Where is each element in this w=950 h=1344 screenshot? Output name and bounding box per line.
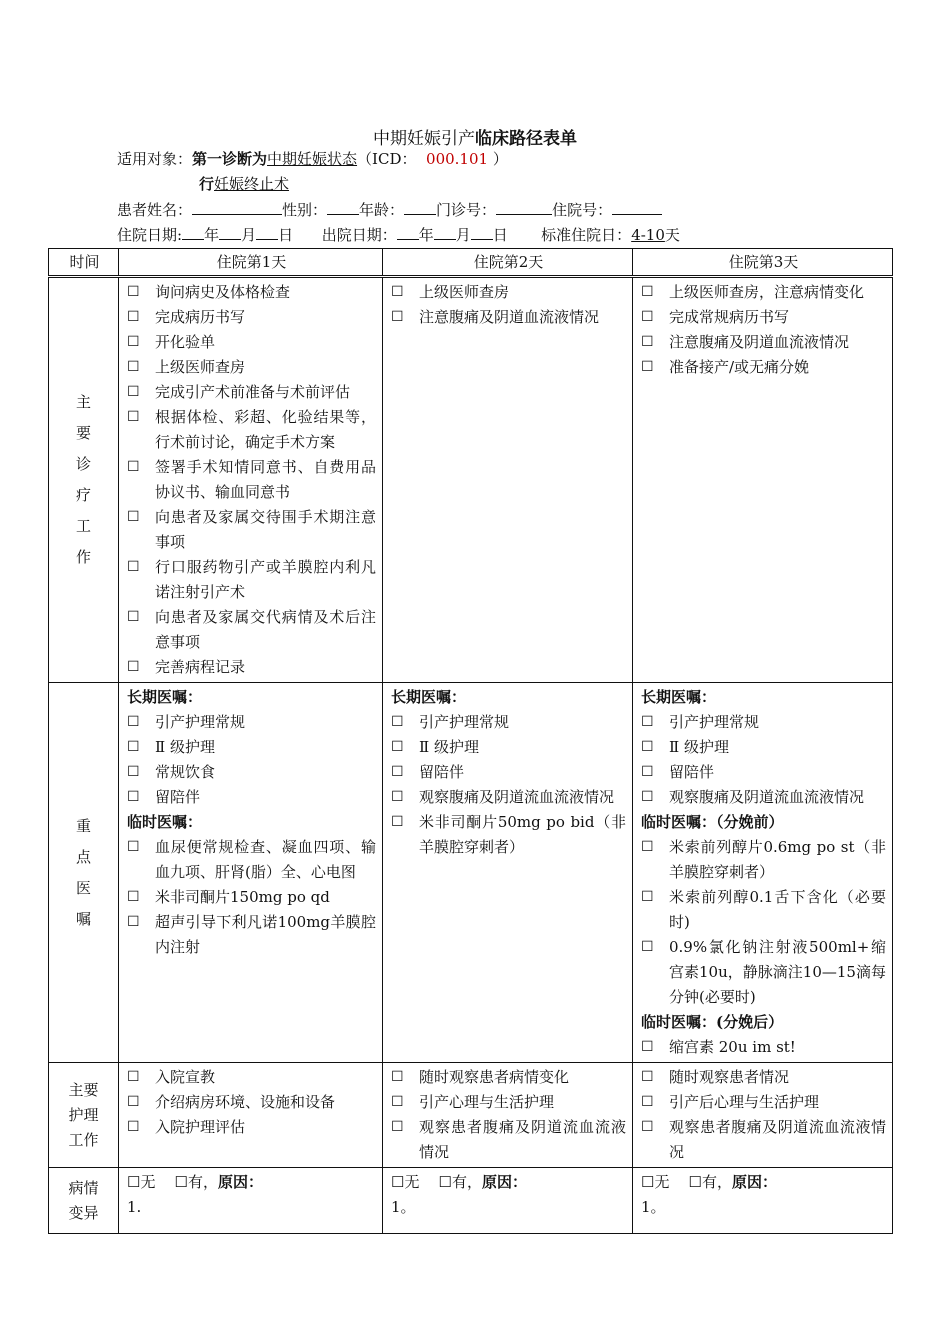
checklist-item-text: 引产心理与生活护理 xyxy=(419,1093,555,1111)
checklist-item-text: 入院护理评估 xyxy=(155,1118,246,1136)
row-label-char: 医 xyxy=(75,878,91,897)
checklist-item-text: 完成常规病历书写 xyxy=(669,308,790,326)
checklist-item xyxy=(641,885,886,935)
checkbox-icon[interactable]: ☐ xyxy=(391,1094,404,1110)
main-work-day2 xyxy=(383,277,633,683)
row-label-char: 主 xyxy=(75,393,91,411)
checklist-item-text: 引产护理常规 xyxy=(155,713,246,731)
checkbox-icon[interactable]: ☐ xyxy=(641,714,654,730)
checkbox-icon[interactable]: ☐ xyxy=(127,309,140,325)
name-field[interactable] xyxy=(192,200,282,215)
checklist-item xyxy=(641,935,886,1010)
checklist-item xyxy=(641,1090,886,1115)
checkbox-icon[interactable]: ☐ xyxy=(127,359,140,375)
checklist-item xyxy=(127,355,376,380)
checkbox-icon[interactable]: ☐ xyxy=(641,1069,654,1085)
checklist-item-text: 引产后心理与生活护理 xyxy=(669,1093,820,1111)
checklist-item-text: 米非司酮片150mg po qd xyxy=(155,888,330,906)
checklist-item xyxy=(391,785,626,810)
checklist-item-text: 上级医师查房，注意病情变化 xyxy=(669,283,865,301)
checklist-item xyxy=(127,555,376,605)
checkbox-icon[interactable]: ☐ xyxy=(391,714,404,730)
long-term-orders-title: 长期医嘱： xyxy=(127,688,203,706)
checklist-item-text: 观察腹痛及阴道流血流液情况 xyxy=(419,788,615,806)
orders-day1 xyxy=(119,683,383,1063)
variation-row xyxy=(49,1168,893,1234)
checkbox-icon[interactable]: ☐ xyxy=(127,889,140,905)
day3-header: 住院第3天 xyxy=(633,249,893,277)
checklist-item xyxy=(391,735,626,760)
checklist-item-text: 米索前列醇片0.6mg po st（非羊膜腔穿刺者） xyxy=(669,838,886,881)
nursing-day3 xyxy=(633,1063,893,1168)
checkbox-icon[interactable]: ☐ xyxy=(641,789,654,805)
checklist-item xyxy=(641,760,886,785)
checklist-item xyxy=(127,455,376,505)
long-term-orders-title: 长期医嘱： xyxy=(391,688,467,706)
checklist-item-text: 随时观察患者情况 xyxy=(669,1068,790,1086)
checklist-item xyxy=(127,710,376,735)
checklist-item xyxy=(127,380,376,405)
checklist-item-text: 签署手术知情同意书、自费用品协议书、输血同意书 xyxy=(155,458,376,501)
checkbox-icon[interactable]: ☐ xyxy=(391,1119,404,1135)
checklist-item-text: 血尿便常规检查、凝血四项、输血九项、肝肾(脂）全、心电图 xyxy=(155,838,376,881)
checklist-item xyxy=(641,1115,886,1165)
checklist-item xyxy=(641,785,886,810)
variation-label xyxy=(49,1168,119,1234)
temp-orders-title: 临时医嘱： xyxy=(127,813,203,831)
checkbox-icon[interactable]: ☐ xyxy=(127,334,140,350)
checkbox-icon[interactable]: ☐ xyxy=(391,814,404,830)
checklist-item xyxy=(641,280,886,305)
temp-orders-after-title: 临时医嘱：(分娩后） xyxy=(641,1013,784,1031)
checklist-item xyxy=(391,760,626,785)
checklist-item-text: 0.9%氯化钠注射液500ml+缩宫素10u，静脉滴注10—15滴每分钟(必要时) xyxy=(669,938,886,1006)
checkbox-icon[interactable]: ☐ xyxy=(127,459,140,475)
checkbox-icon[interactable]: ☐ xyxy=(391,309,404,325)
checklist-item xyxy=(127,330,376,355)
checklist-item-text: 观察患者腹痛及阴道流血流液情况 xyxy=(669,1118,886,1161)
checkbox-icon[interactable]: ☐ xyxy=(127,914,140,930)
main-work-day3 xyxy=(633,277,893,683)
checklist-item xyxy=(127,655,376,680)
checklist-item-text: 超声引导下利凡诺100mg羊膜腔内注射 xyxy=(155,913,376,956)
checklist-item-text: 行口服药物引产或羊膜腔内利凡诺注射引产术 xyxy=(155,558,376,601)
checklist-item xyxy=(127,785,376,810)
inpatient-number-field[interactable] xyxy=(612,200,662,215)
nursing-label xyxy=(49,1063,119,1168)
checkbox-icon[interactable]: ☐ xyxy=(127,659,140,675)
nursing-day1 xyxy=(119,1063,383,1168)
checklist-item xyxy=(127,910,376,960)
checklist-item xyxy=(641,735,886,760)
checklist-item-text: 引产护理常规 xyxy=(419,713,510,731)
checklist-item-text: 随时观察患者病情变化 xyxy=(419,1068,570,1086)
sex-field[interactable] xyxy=(327,200,359,215)
checkbox-icon[interactable]: ☐ xyxy=(641,889,654,905)
checklist-item-text: 入院宣教 xyxy=(155,1068,216,1086)
checklist-item xyxy=(127,405,376,455)
checkbox-icon[interactable]: ☐ xyxy=(127,714,140,730)
checklist-item xyxy=(127,1090,376,1115)
checklist-item xyxy=(127,280,376,305)
checkbox-icon[interactable]: ☐ xyxy=(391,1069,404,1085)
checklist-item-text: Ⅱ 级护理 xyxy=(669,738,729,756)
checklist-item-text: 完善病程记录 xyxy=(155,658,246,676)
checkbox-icon[interactable]: ☐ xyxy=(641,284,654,300)
checklist-item-text: 开化验单 xyxy=(155,333,216,351)
form-title: 中期妊娠引产临床路径表单 xyxy=(373,129,577,149)
checkbox-icon[interactable]: ☐ xyxy=(641,1173,655,1191)
checklist-item xyxy=(641,330,886,355)
checkbox-icon[interactable]: ☐ xyxy=(688,1173,702,1191)
checklist-item xyxy=(127,605,376,655)
checklist-item xyxy=(391,1065,626,1090)
age-field[interactable] xyxy=(404,200,436,215)
variation-day3: ☐无 ☐有，原因： 1。 xyxy=(633,1168,893,1234)
variation-day2: ☐无 ☐有，原因： 1。 xyxy=(383,1168,633,1234)
clinic-number-field[interactable] xyxy=(496,200,552,215)
temp-orders-before-title: 临时医嘱：（分娩前） xyxy=(641,813,784,831)
checklist-item xyxy=(127,505,376,555)
checkbox-icon[interactable]: ☐ xyxy=(391,284,404,300)
patient-info-line: 患者姓名： 性别： 年龄： 门诊号： 住院号： xyxy=(117,199,662,221)
row-label-char: 重 xyxy=(75,816,91,835)
checklist-item xyxy=(127,735,376,760)
checklist-item xyxy=(127,305,376,330)
checklist-item xyxy=(391,810,626,860)
checkbox-icon[interactable]: ☐ xyxy=(641,839,654,855)
checklist-item xyxy=(641,835,886,885)
checklist-item xyxy=(391,710,626,735)
checkbox-icon[interactable]: ☐ xyxy=(641,739,654,755)
date-line: 住院日期: 年 月 日 出院日期： 年 月 日 标准住院日：4-10天 xyxy=(117,226,680,244)
checklist-item xyxy=(391,1090,626,1115)
checklist-item-text: 根据体检、彩超、化验结果等，行术前讨论，确定手术方案 xyxy=(155,408,376,451)
row-label-char: 嘱 xyxy=(75,909,91,928)
checkbox-icon[interactable]: ☐ xyxy=(391,739,404,755)
checkbox-icon[interactable]: ☐ xyxy=(127,839,140,855)
orders-label xyxy=(49,683,119,1063)
row-label-char: 护理 xyxy=(68,1105,99,1124)
checkbox-icon[interactable]: ☐ xyxy=(127,789,140,805)
checklist-item-text: 向患者及家属交待围手术期注意事项 xyxy=(155,508,376,551)
checklist-item xyxy=(127,885,376,910)
checkbox-icon[interactable]: ☐ xyxy=(391,789,404,805)
checkbox-icon[interactable]: ☐ xyxy=(641,1039,654,1055)
checklist-item-text: 观察患者腹痛及阴道流血流液情况 xyxy=(419,1118,626,1161)
checklist-item-text: 缩宫素 20u im st! xyxy=(669,1038,796,1056)
long-term-orders-title: 长期医嘱： xyxy=(641,688,717,706)
nursing-row xyxy=(49,1063,893,1168)
checklist-item xyxy=(391,1115,626,1165)
day2-header: 住院第2天 xyxy=(383,249,633,277)
icd-code: 000.101 xyxy=(426,150,489,168)
row-label-char: 病情 xyxy=(68,1178,99,1197)
main-work-label xyxy=(49,277,119,683)
checkbox-icon[interactable]: ☐ xyxy=(174,1173,188,1191)
checkbox-icon[interactable]: ☐ xyxy=(127,409,140,425)
checkbox-icon[interactable]: ☐ xyxy=(391,1173,405,1191)
checklist-item xyxy=(127,1115,376,1140)
procedure-line: 行妊娠终止术 xyxy=(199,175,290,193)
checkbox-icon[interactable]: ☐ xyxy=(127,1094,140,1110)
checklist-item-text: 米索前列醇0.1舌下含化（必要时) xyxy=(669,888,886,931)
table-header-row xyxy=(49,249,893,277)
checklist-item-text: 观察腹痛及阴道流血流液情况 xyxy=(669,788,865,806)
row-label-char: 工 xyxy=(75,517,91,535)
row-label-char: 疗 xyxy=(75,486,91,504)
checklist-item-text: 引产护理常规 xyxy=(669,713,760,731)
checkbox-icon[interactable]: ☐ xyxy=(641,764,654,780)
checklist-item xyxy=(127,760,376,785)
checkbox-icon[interactable]: ☐ xyxy=(127,1069,140,1085)
checklist-item-text: 完成引产术前准备与术前评估 xyxy=(155,383,351,401)
checkbox-icon[interactable]: ☐ xyxy=(641,1119,654,1135)
checkbox-icon[interactable]: ☐ xyxy=(391,764,404,780)
row-label-char: 工作 xyxy=(68,1130,99,1149)
checklist-item xyxy=(391,305,626,330)
checkbox-icon[interactable]: ☐ xyxy=(127,739,140,755)
checklist-item xyxy=(641,1065,886,1090)
checklist-item-text: 注意腹痛及阴道血流液情况 xyxy=(419,308,600,326)
row-label-char: 变异 xyxy=(68,1203,99,1222)
orders-row xyxy=(49,683,893,1063)
checklist-item-text: 向患者及家属交代病情及术后注意事项 xyxy=(155,608,376,651)
checklist-item xyxy=(641,710,886,735)
checklist-item-text: 留陪伴 xyxy=(155,788,201,806)
checklist-item-text: 完成病历书写 xyxy=(155,308,246,326)
checkbox-icon[interactable]: ☐ xyxy=(438,1173,452,1191)
main-work-day1 xyxy=(119,277,383,683)
variation-day1: ☐无 ☐有，原因： 1. xyxy=(119,1168,383,1234)
checkbox-icon[interactable]: ☐ xyxy=(127,559,140,575)
row-label-char: 诊 xyxy=(75,455,91,473)
scope-line: 适用对象：第一诊断为中期妊娠状态（ICD： 000.101 ） xyxy=(117,150,508,168)
row-label-char: 作 xyxy=(75,548,91,566)
checklist-item-text: 准备接产/或无痛分娩 xyxy=(669,358,810,376)
checklist-item-text: 上级医师查房 xyxy=(419,283,510,301)
orders-day2 xyxy=(383,683,633,1063)
checkbox-icon[interactable]: ☐ xyxy=(641,359,654,375)
day1-header: 住院第1天 xyxy=(119,249,383,277)
row-label-char: 点 xyxy=(75,847,91,866)
checkbox-icon[interactable]: ☐ xyxy=(127,1119,140,1135)
checklist-item-text: 介绍病房环境、设施和设备 xyxy=(155,1093,336,1111)
row-label-char: 主要 xyxy=(68,1080,99,1099)
checklist-item-text: 注意腹痛及阴道血流液情况 xyxy=(669,333,850,351)
checkbox-icon[interactable]: ☐ xyxy=(641,939,654,955)
col-time-header: 时间 xyxy=(49,249,119,277)
checklist-item-text: 留陪伴 xyxy=(419,763,465,781)
checklist-item-text: 米非司酮片50mg po bid（非羊膜腔穿刺者） xyxy=(419,813,626,856)
checklist-item-text: 询问病史及体格检查 xyxy=(155,283,291,301)
checklist-item-text: 常规饮食 xyxy=(155,763,216,781)
checklist-item xyxy=(127,1065,376,1090)
checklist-item xyxy=(641,305,886,330)
checklist-item xyxy=(641,1035,886,1060)
checkbox-icon[interactable]: ☐ xyxy=(641,309,654,325)
orders-day3 xyxy=(633,683,893,1063)
checklist-item-text: Ⅱ 级护理 xyxy=(419,738,479,756)
checklist-item xyxy=(641,355,886,380)
checklist-item xyxy=(127,835,376,885)
clinical-pathway-table xyxy=(48,248,893,1234)
checkbox-icon[interactable]: ☐ xyxy=(127,1173,141,1191)
checkbox-icon[interactable]: ☐ xyxy=(641,1094,654,1110)
main-work-row xyxy=(49,277,893,683)
checklist-item-text: 上级医师查房 xyxy=(155,358,246,376)
checkbox-icon[interactable]: ☐ xyxy=(127,764,140,780)
checklist-item-text: Ⅱ 级护理 xyxy=(155,738,215,756)
checklist-item xyxy=(391,280,626,305)
row-label-char: 要 xyxy=(75,424,91,442)
nursing-day2 xyxy=(383,1063,633,1168)
checklist-item-text: 留陪伴 xyxy=(669,763,715,781)
checkbox-icon[interactable]: ☐ xyxy=(641,334,654,350)
checkbox-icon[interactable]: ☐ xyxy=(127,609,140,625)
checkbox-icon[interactable]: ☐ xyxy=(127,384,140,400)
checkbox-icon[interactable]: ☐ xyxy=(127,284,140,300)
checkbox-icon[interactable]: ☐ xyxy=(127,509,140,525)
